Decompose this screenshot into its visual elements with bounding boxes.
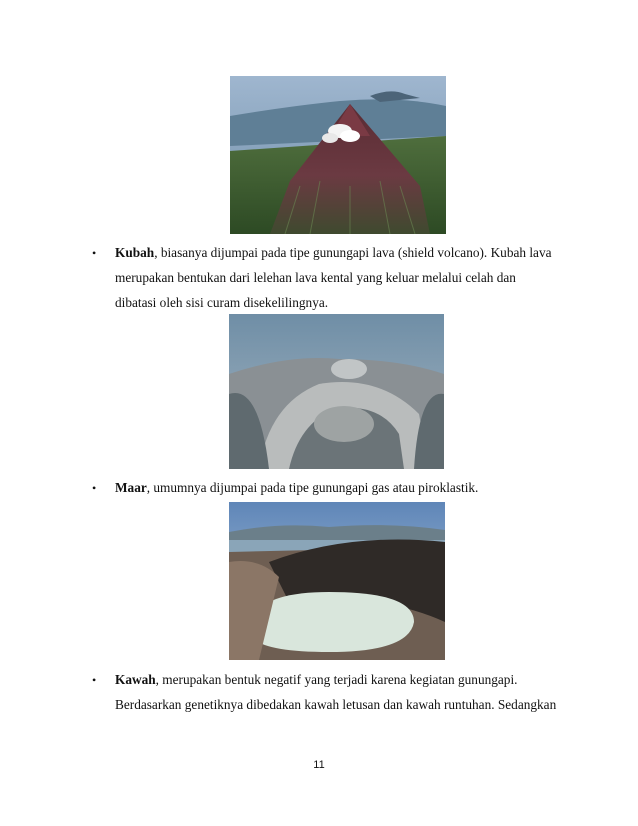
maar-line-1-text: , umumnya dijumpai pada tipe gunungapi gas atau piroklastik. [146,480,479,495]
maar-line-1 [115,480,478,496]
kubah-line-3: dibatasi oleh sisi curam disekelilingnya. [115,295,329,310]
kubah-line-1-text: , biasanya dijumpai pada tipe gunungapi lava (shield volcano). Kubah lava [154,245,552,260]
page-number: 11 [313,759,325,771]
kawah-term: Kawah [115,672,156,687]
bullet-maar: • [92,481,97,495]
bullet-kawah: • [92,673,97,687]
maar-photo [229,502,445,660]
maar-term: Maar [115,480,147,495]
kawah-line-2: Berdasarkan genetiknya dibedakan kawah letusan dan kawah runtuhan. Sedangkan [115,697,557,712]
kubah-term: Kubah [115,245,155,260]
volcano-photo [230,76,446,234]
kubah-line-1 [115,245,552,261]
bullet-kubah: • [92,246,97,260]
kubah-line-2: merupakan bentukan dari lelehan lava kental yang keluar melalui celah dan [115,270,516,285]
kawah-line-1 [115,672,517,688]
kawah-line-1-text: , merupakan bentuk negatif yang terjadi karena kegiatan gunungapi. [155,672,518,687]
lava-dome-photo [229,314,444,469]
